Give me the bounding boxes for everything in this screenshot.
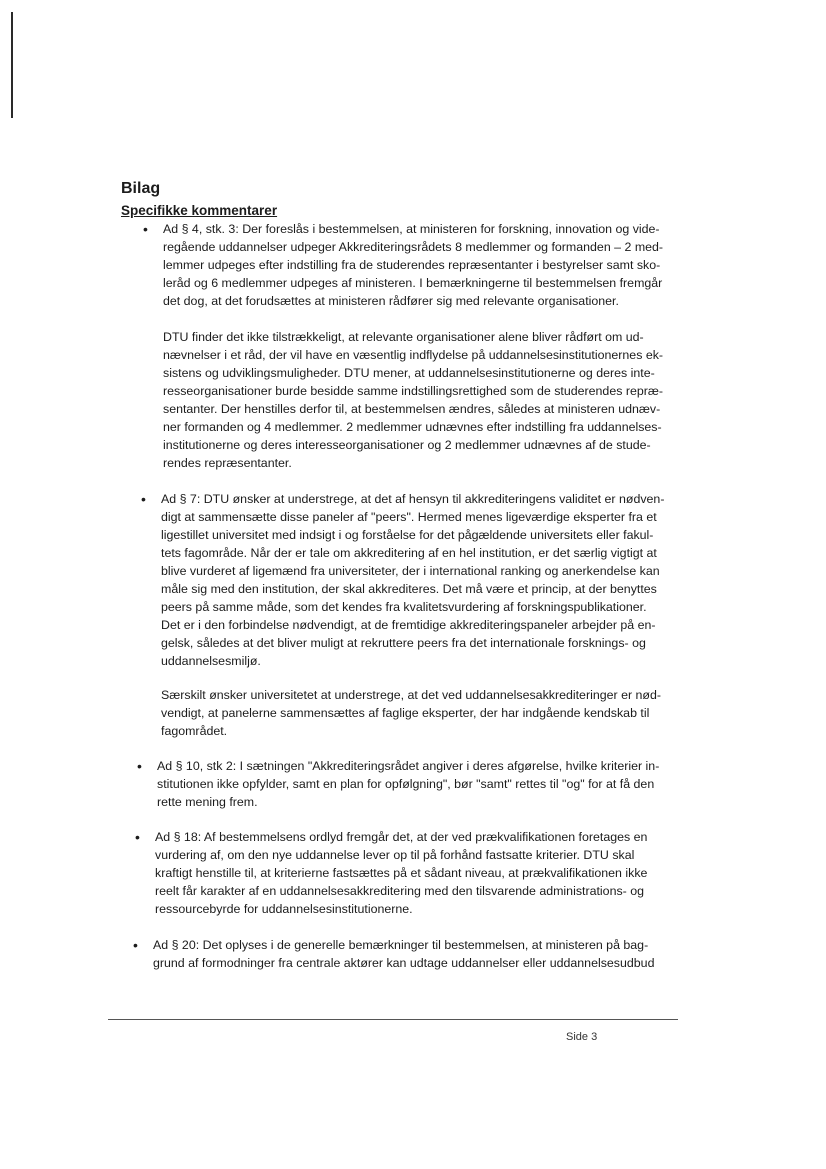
text-line: kraftigt henstille til, at kriterierne fastsættes på et sådant niveau, at prækvalifikationen ikke xyxy=(155,866,648,880)
scan-margin-mark xyxy=(11,12,13,118)
text-line: blive vurderet af ligemænd fra universiteter, der i international ranking og anerkendelse kan xyxy=(161,564,660,578)
text-line: lemmer udpeges efter indstilling fra de studerendes repræsentanter i bestyrelser samt sko- xyxy=(163,258,661,272)
bullet-icon: • xyxy=(143,221,148,237)
text-line: reelt får karakter af en uddannelsesakkreditering med den tilsvarende administrations- og xyxy=(155,884,645,898)
text-line: Særskilt ønsker universitetet at understrege, at det ved uddannelsesakkrediteringer er nød- xyxy=(161,688,662,702)
bullet-icon: • xyxy=(135,829,140,845)
paragraph xyxy=(157,757,697,811)
text-line: ner formanden og 4 medlemmer. 2 medlemmer udnævnes efter indstilling fra uddannelses- xyxy=(163,420,662,434)
page-number: Side 3 xyxy=(566,1031,598,1043)
text-line: nævnelser i et råd, der vil have en væsentlig indflydelse på uddannelsesinstitutionernes ek- xyxy=(163,348,664,362)
text-line: sistens og udviklingsmuligheder. DTU mener, at uddannelsesinstitutionerne og deres inte- xyxy=(163,366,655,380)
section-subheading: Specifikke kommentarer xyxy=(121,203,278,218)
text-line: måle sig med den institution, der skal akkrediteres. Det må være et princip, at der benyttes xyxy=(161,582,657,596)
text-line: gelsk, således at det bliver muligt at rekruttere peers fra det internationale forsknings- og xyxy=(161,636,646,650)
document-heading: Bilag xyxy=(121,180,161,197)
text-line: resseorganisationer burde besidde samme indstillingsrettighed som de studerendes repræ- xyxy=(163,384,664,398)
text-line: det dog, at det forudsættes at ministeren rådfører sig med relevante organisationer. xyxy=(163,294,619,308)
paragraph xyxy=(163,220,703,310)
text-line: vurdering af, om den nye uddannelse lever op til på forhånd fastsatte kriterier. DTU skal xyxy=(155,848,635,862)
text-line: vendigt, at panelerne sammensættes af faglige eksperter, der har indgående kendskab til xyxy=(161,706,650,720)
text-line: regående uddannelser udpeger Akkrediteringsrådets 8 medlemmer og formanden – 2 med- xyxy=(163,240,664,254)
bullet-icon: • xyxy=(133,937,138,953)
text-line: Det er i den forbindelse nødvendigt, at de fremtidige akkrediteringspaneler arbejder på en- xyxy=(161,618,656,632)
text-line: grund af formodninger fra centrale aktører kan udtage uddannelser eller uddannelsesudbud xyxy=(153,956,655,970)
text-line: tets fagområde. Når der er tale om akkreditering af en hel institution, er det særlig vigtigt at xyxy=(161,546,657,560)
paragraph xyxy=(163,328,703,472)
text-line: peers på samme måde, som det kendes fra kvalitetsvurdering af forskningspublikationer. xyxy=(161,600,647,614)
paragraph xyxy=(153,936,693,972)
text-line: rette mening frem. xyxy=(157,795,258,809)
text-line: Ad § 18: Af bestemmelsens ordlyd fremgår det, at der ved prækvalifikationen foretages en xyxy=(155,830,648,844)
text-line: Ad § 10, stk 2: I sætningen "Akkrediteringsrådet angiver i deres afgørelse, hvilke kriterier in- xyxy=(157,759,660,773)
text-line: digt at sammensætte disse paneler af "peers". Hermed menes ligeværdige eksperter fra et xyxy=(161,510,657,524)
text-line: leråd og 6 medlemmer udpeges af ministeren. I bemærkningerne til bestemmelsen fremgår xyxy=(163,276,663,290)
bullet-icon: • xyxy=(141,491,146,507)
bullet-icon: • xyxy=(137,758,142,774)
paragraph xyxy=(161,490,701,670)
text-line: Ad § 4, stk. 3: Der foreslås i bestemmelsen, at ministeren for forskning, innovation og vide- xyxy=(163,222,660,236)
text-line: fagområdet. xyxy=(161,724,228,738)
text-line: institutionerne og deres interesseorganisationer og 2 medlemmer udnævnes af de stude- xyxy=(163,438,651,452)
text-line: Ad § 7: DTU ønsker at understrege, at det af hensyn til akkrediteringens validitet er nødven- xyxy=(161,492,665,506)
text-line: sentanter. Der henstilles derfor til, at bestemmelsen ændres, således at ministeren udnæv- xyxy=(163,402,661,416)
text-line: stitutionen ikke opfylder, samt en plan for opfølgning", bør "samt" rettes til "og" for at få den xyxy=(157,777,655,791)
text-line: rendes repræsentanter. xyxy=(163,456,292,470)
text-line: Ad § 20: Det oplyses i de generelle bemærkninger til bestemmelsen, at ministeren på bag- xyxy=(153,938,649,952)
paragraph xyxy=(161,686,701,740)
paragraph xyxy=(155,828,695,918)
text-line: ressourcebyrde for uddannelsesinstitutionerne. xyxy=(155,902,413,916)
text-line: ligestillet universitet med indsigt i og forståelse for det pågældende universitets eller fakul- xyxy=(161,528,654,542)
footer-divider xyxy=(108,1019,678,1020)
text-line: uddannelsesmiljø. xyxy=(161,654,261,668)
text-line: DTU finder det ikke tilstrækkeligt, at relevante organisationer alene bliver rådført om ud- xyxy=(163,330,644,344)
